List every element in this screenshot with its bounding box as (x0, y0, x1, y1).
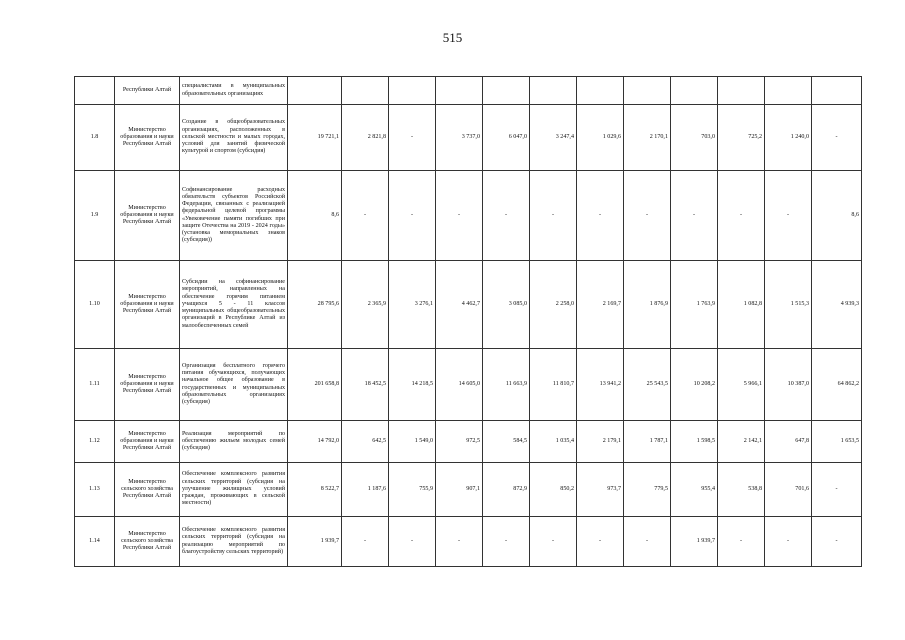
amount-cell: 1 787,1 (624, 421, 671, 463)
amount-cell (765, 77, 812, 105)
amount-cell: 701,6 (765, 463, 812, 517)
amount-cell: 64 862,2 (812, 349, 862, 421)
amount-cell: - (765, 171, 812, 261)
table-body (75, 77, 862, 567)
amount-cell: 18 452,5 (342, 349, 389, 421)
executor-cell: Министерство образования и науки Республики Алтай (115, 105, 180, 171)
amount-cell: 647,8 (765, 421, 812, 463)
total-amount-cell: 19 721,1 (288, 105, 342, 171)
table-row (75, 463, 862, 517)
amount-cell: - (389, 171, 436, 261)
table-row (75, 349, 862, 421)
amount-cell: 2 170,1 (624, 105, 671, 171)
amount-cell: - (577, 517, 624, 567)
amount-cell: 2 142,1 (718, 421, 765, 463)
amount-cell: 2 821,8 (342, 105, 389, 171)
amount-cell: 1 939,7 (671, 517, 718, 567)
amount-cell: - (436, 517, 483, 567)
total-amount-cell (288, 77, 342, 105)
amount-cell: 538,8 (718, 463, 765, 517)
table-row (75, 171, 862, 261)
amount-cell: 25 543,5 (624, 349, 671, 421)
total-amount-cell: 1 939,7 (288, 517, 342, 567)
amount-cell: 1 763,9 (671, 261, 718, 349)
activity-name-cell: Обеспечение комплексного развития сельских территорий (субсидия на реализацию мероприятий по благоустройству сельских территорий) (180, 517, 288, 567)
amount-cell: 1 876,9 (624, 261, 671, 349)
row-number-cell: 1.9 (75, 171, 115, 261)
executor-cell: Республики Алтай (115, 77, 180, 105)
amount-cell (530, 77, 577, 105)
amount-cell: 10 208,2 (671, 349, 718, 421)
amount-cell: 703,0 (671, 105, 718, 171)
amount-cell: 14 218,5 (389, 349, 436, 421)
amount-cell: - (765, 517, 812, 567)
row-number-cell: 1.14 (75, 517, 115, 567)
total-amount-cell: 14 792,0 (288, 421, 342, 463)
amount-cell: 973,7 (577, 463, 624, 517)
amount-cell: 2 169,7 (577, 261, 624, 349)
amount-cell: 2 258,0 (530, 261, 577, 349)
amount-cell: - (483, 517, 530, 567)
amount-cell: - (483, 171, 530, 261)
total-amount-cell: 28 795,6 (288, 261, 342, 349)
amount-cell (342, 77, 389, 105)
amount-cell: 1 653,5 (812, 421, 862, 463)
amount-cell: - (671, 171, 718, 261)
amount-cell: 1 082,8 (718, 261, 765, 349)
amount-cell: 4 939,3 (812, 261, 862, 349)
amount-cell: 872,9 (483, 463, 530, 517)
amount-cell: 8,6 (812, 171, 862, 261)
amount-cell: - (389, 105, 436, 171)
amount-cell: 4 462,7 (436, 261, 483, 349)
activity-name-cell: Субсидии на софинансирование мероприятий, направленных на обеспечение горячим питанием учащихся 5 - 11 классов муниципальных общеобразовательных организаций в Республике Алтай из малообеспеченных семей (180, 261, 288, 349)
amount-cell: 1 598,5 (671, 421, 718, 463)
amount-cell: 725,2 (718, 105, 765, 171)
amount-cell (812, 77, 862, 105)
amount-cell: 2 179,1 (577, 421, 624, 463)
total-amount-cell: 201 658,8 (288, 349, 342, 421)
amount-cell: 955,4 (671, 463, 718, 517)
amount-cell (624, 77, 671, 105)
amount-cell: 11 663,9 (483, 349, 530, 421)
amount-cell: 2 365,9 (342, 261, 389, 349)
amount-cell: 1 035,4 (530, 421, 577, 463)
table-row (75, 517, 862, 567)
executor-cell: Министерство образования и науки Республики Алтай (115, 171, 180, 261)
row-number-cell: 1.10 (75, 261, 115, 349)
amount-cell: 3 085,0 (483, 261, 530, 349)
executor-cell: Министерство образования и науки Республики Алтай (115, 349, 180, 421)
amount-cell: - (624, 171, 671, 261)
row-number-cell (75, 77, 115, 105)
amount-cell (389, 77, 436, 105)
activity-name-cell: Реализация мероприятий по обеспечению жильем молодых семей (субсидия) (180, 421, 288, 463)
executor-cell: Министерство образования и науки Республики Алтай (115, 261, 180, 349)
amount-cell: 3 247,4 (530, 105, 577, 171)
total-amount-cell: 8 522,7 (288, 463, 342, 517)
amount-cell (483, 77, 530, 105)
total-amount-cell: 8,6 (288, 171, 342, 261)
executor-cell: Министерство сельского хозяйства Республики Алтай (115, 517, 180, 567)
activity-name-cell: специалистами в муниципальных образовательных организациях (180, 77, 288, 105)
amount-cell: 642,5 (342, 421, 389, 463)
amount-cell: 755,9 (389, 463, 436, 517)
activity-name-cell: Создание в общеобразовательных организациях, расположенных в сельской местности и малых городах, условий для занятий физической культурой и спортом (субсидия) (180, 105, 288, 171)
table-row (75, 77, 862, 105)
amount-cell: 1 187,6 (342, 463, 389, 517)
amount-cell: 6 047,0 (483, 105, 530, 171)
amount-cell: 5 966,1 (718, 349, 765, 421)
activity-name-cell: Обеспечение комплексного развития сельских территорий (субсидия на улучшение жилищных условий граждан, проживающих в сельской местности) (180, 463, 288, 517)
executor-cell: Министерство образования и науки Республики Алтай (115, 421, 180, 463)
amount-cell: - (812, 105, 862, 171)
amount-cell: 11 810,7 (530, 349, 577, 421)
table-row (75, 261, 862, 349)
amount-cell: - (718, 517, 765, 567)
amount-cell: - (530, 517, 577, 567)
amount-cell: 779,5 (624, 463, 671, 517)
amount-cell (577, 77, 624, 105)
page-number: 515 (442, 30, 463, 45)
amount-cell: 14 605,0 (436, 349, 483, 421)
amount-cell: - (624, 517, 671, 567)
amount-cell: 584,5 (483, 421, 530, 463)
row-number-cell: 1.13 (75, 463, 115, 517)
amount-cell: 1 549,0 (389, 421, 436, 463)
amount-cell: 13 941,2 (577, 349, 624, 421)
amount-cell: 1 240,0 (765, 105, 812, 171)
amount-cell (671, 77, 718, 105)
amount-cell: - (530, 171, 577, 261)
amount-cell: - (577, 171, 624, 261)
row-number-cell: 1.11 (75, 349, 115, 421)
row-number-cell: 1.12 (75, 421, 115, 463)
amount-cell: - (342, 171, 389, 261)
amount-cell: 1 029,6 (577, 105, 624, 171)
activity-name-cell: Софинансирование расходных обязательств субъектов Российской Федерации, связанных с реализацией федеральной целевой программы «Увековечение памяти погибших при защите Отечества на 2019 - 2024 годы» (установка мемориальных знаков (субсидия)) (180, 171, 288, 261)
budget-table (74, 76, 862, 567)
amount-cell: 850,2 (530, 463, 577, 517)
amount-cell: - (812, 517, 862, 567)
amount-cell: 3 276,1 (389, 261, 436, 349)
amount-cell (718, 77, 765, 105)
amount-cell: - (436, 171, 483, 261)
amount-cell: 1 515,3 (765, 261, 812, 349)
table-row (75, 105, 862, 171)
amount-cell: - (812, 463, 862, 517)
amount-cell: 3 737,0 (436, 105, 483, 171)
table-row (75, 421, 862, 463)
amount-cell: 10 387,0 (765, 349, 812, 421)
amount-cell: - (718, 171, 765, 261)
executor-cell: Министерство сельского хозяйства Республики Алтай (115, 463, 180, 517)
row-number-cell: 1.8 (75, 105, 115, 171)
amount-cell: 907,1 (436, 463, 483, 517)
amount-cell: 972,5 (436, 421, 483, 463)
activity-name-cell: Организация бесплатного горячего питания обучающихся, получающих начальное общее образование в государственных и муниципальных образовательных организациях (субсидия) (180, 349, 288, 421)
amount-cell: - (342, 517, 389, 567)
amount-cell (436, 77, 483, 105)
amount-cell: - (389, 517, 436, 567)
